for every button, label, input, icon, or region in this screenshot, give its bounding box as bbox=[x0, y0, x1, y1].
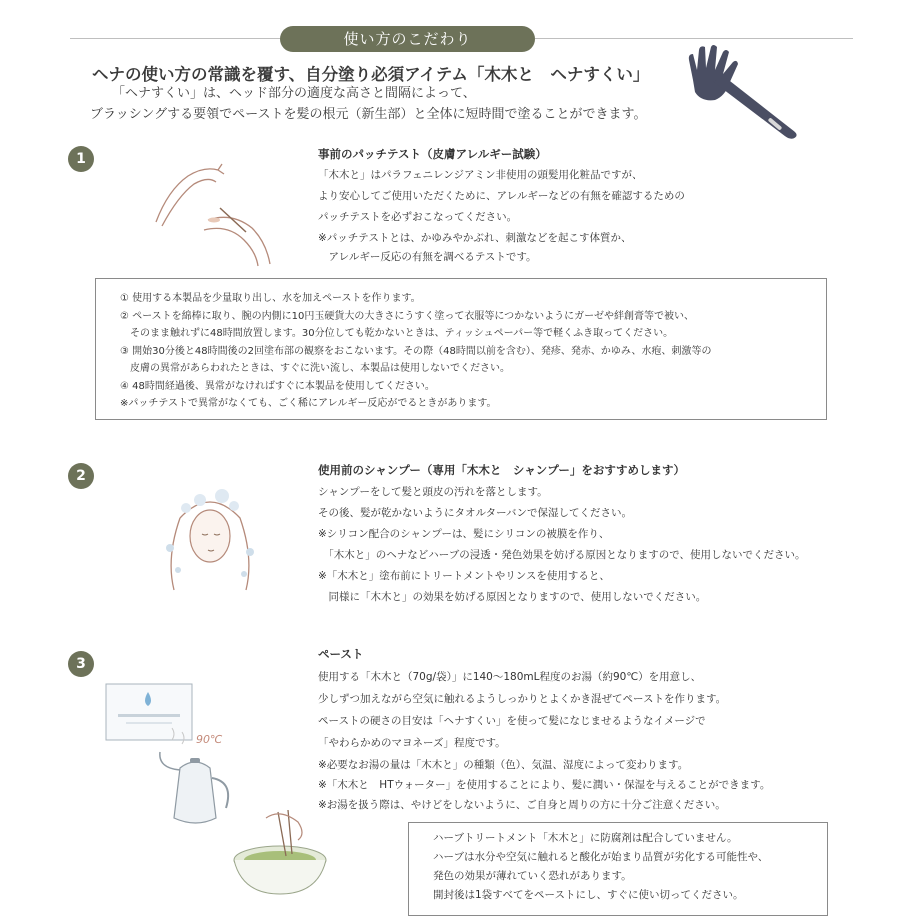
patch-test-step: 皮膚の異常があらわれたときは、すぐに洗い流し、本製品は使用しないでください。 bbox=[120, 363, 510, 374]
step-2-line: ※「木木と」塗布前にトリートメントやリンスを使用すると、 bbox=[318, 570, 610, 582]
page-headline: ヘナの使い方の常識を覆す、自分塗り必須アイテム「木木と ヘナすくい」 bbox=[92, 65, 650, 84]
step-3-line: ※「木木と HTウォーター」を使用することにより、髪に潤い・保湿を与えることができます。 bbox=[318, 779, 771, 791]
step-1-badge: 1 bbox=[68, 146, 94, 172]
step-2-badge: 2 bbox=[68, 463, 94, 489]
preservative-notice-line: ハーブは水分や空気に触れると酸化が始まり品質が劣化する可能性や、 bbox=[433, 851, 769, 863]
step-3-line: ※お湯を扱う際は、やけどをしないように、ご自身と周りの方に十分ご注意ください。 bbox=[318, 799, 726, 811]
step-3-line: 少しずつ加えながら空気に触れるようしっかりとよくかき混ぜてペーストを作ります。 bbox=[318, 693, 727, 705]
header-rule-right bbox=[535, 38, 853, 39]
patch-test-step: ② ペーストを綿棒に取り、腕の内側に10円玉硬貨大の大きさにうすく塗って衣服等につかないようにガーゼや絆創膏等で被い、 bbox=[120, 311, 694, 322]
henna-packet-illustration bbox=[104, 682, 196, 744]
intro-line-1: 「ヘナすくい」は、ヘッド部分の適度な高さと間隔によって、 bbox=[112, 86, 476, 101]
section-title-pill: 使い方のこだわり bbox=[280, 26, 535, 52]
step-1-line: ※パッチテストとは、かゆみやかぶれ、刺激などを起こす体質か、 bbox=[318, 232, 632, 244]
header-rule-left bbox=[70, 38, 280, 39]
step-3-line: ペーストの硬さの目安は「ヘナすくい」を使って髪になじませるようなイメージで bbox=[318, 715, 706, 727]
preservative-notice-line: ハーブトリートメント「木木と」に防腐剤は配合していません。 bbox=[433, 832, 738, 844]
patch-test-step: そのまま触れずに48時間放置します。30分位しても乾かないときは、ティッシュペーパー等で軽くふき取ってください。 bbox=[120, 328, 674, 339]
patch-test-note: ※パッチテストで異常がなくても、ごく稀にアレルギー反応がでるときがあります。 bbox=[120, 398, 497, 409]
step-2-line: その後、髪が乾かないようにタオルターバンで保湿してください。 bbox=[318, 507, 633, 519]
arm-patch-test-illustration bbox=[148, 160, 278, 270]
intro-line-2: ブラッシングする要領でペーストを髪の根元（新生部）と全体に短時間で塗ることができます。 bbox=[90, 107, 647, 122]
step-3-line: 「やわらかめのマヨネーズ」程度です。 bbox=[318, 737, 506, 749]
henna-scoop-illustration bbox=[685, 44, 800, 144]
step-1-line: パッチテストを必ずおこなってください。 bbox=[318, 211, 518, 223]
step-2-line: シャンプーをして髪と頭皮の汚れを落とします。 bbox=[318, 486, 548, 498]
step-3-title: ペースト bbox=[318, 647, 364, 661]
preservative-notice-line: 開封後は1袋すべてをペーストにし、すぐに使い切ってください。 bbox=[433, 889, 744, 901]
mixing-bowl-illustration bbox=[228, 808, 338, 898]
step-2-title: 使用前のシャンプー（専用「木木と シャンプー」をおすすめします） bbox=[318, 463, 685, 477]
step-1-line: アレルギー反応の有無を調べるテストです。 bbox=[318, 251, 537, 263]
kettle-temperature-label: 90℃ bbox=[196, 733, 223, 746]
step-1-title: 事前のパッチテスト（皮膚アレルギー試験） bbox=[318, 147, 547, 161]
step-3-badge: 3 bbox=[68, 651, 94, 677]
step-1-line: より安心してご使用いただくために、アレルギーなどの有無を確認するための bbox=[318, 190, 685, 202]
shampoo-illustration bbox=[150, 478, 270, 593]
step-2-line: 「木木と」のヘナなどハーブの浸透・発色効果を妨げる原因となりますので、使用しないでください。 bbox=[318, 549, 806, 561]
step-3-line: 使用する「木木と（70g/袋）」に140〜180mL程度のお湯（約90℃）を用意し、 bbox=[318, 671, 702, 683]
patch-test-step: ① 使用する本製品を少量取り出し、水を加えペーストを作ります。 bbox=[120, 293, 421, 304]
preservative-notice-line: 発色の効果が薄れていく恐れがあります。 bbox=[433, 870, 632, 882]
step-1-line: 「木木と」はパラフェニレンジアミン非使用の頭髪用化粧品ですが、 bbox=[318, 169, 643, 181]
step-3-line: ※必要なお湯の量は「木木と」の種類（色）、気温、湿度によって変わります。 bbox=[318, 759, 689, 771]
patch-test-step: ③ 開始30分後と48時間後の2回塗布部の観察をおこないます。その際（48時間以前を含む）、発疹、発赤、かゆみ、水疱、刺激等の bbox=[120, 346, 712, 357]
step-2-line: 同様に「木木と」の効果を妨げる原因となりますので、使用しないでください。 bbox=[318, 591, 707, 603]
patch-test-step: ④ 48時間経過後、異常がなければすぐに本製品を使用してください。 bbox=[120, 381, 435, 392]
step-2-line: ※シリコン配合のシャンプーは、髪にシリコンの被膜を作り、 bbox=[318, 528, 610, 540]
